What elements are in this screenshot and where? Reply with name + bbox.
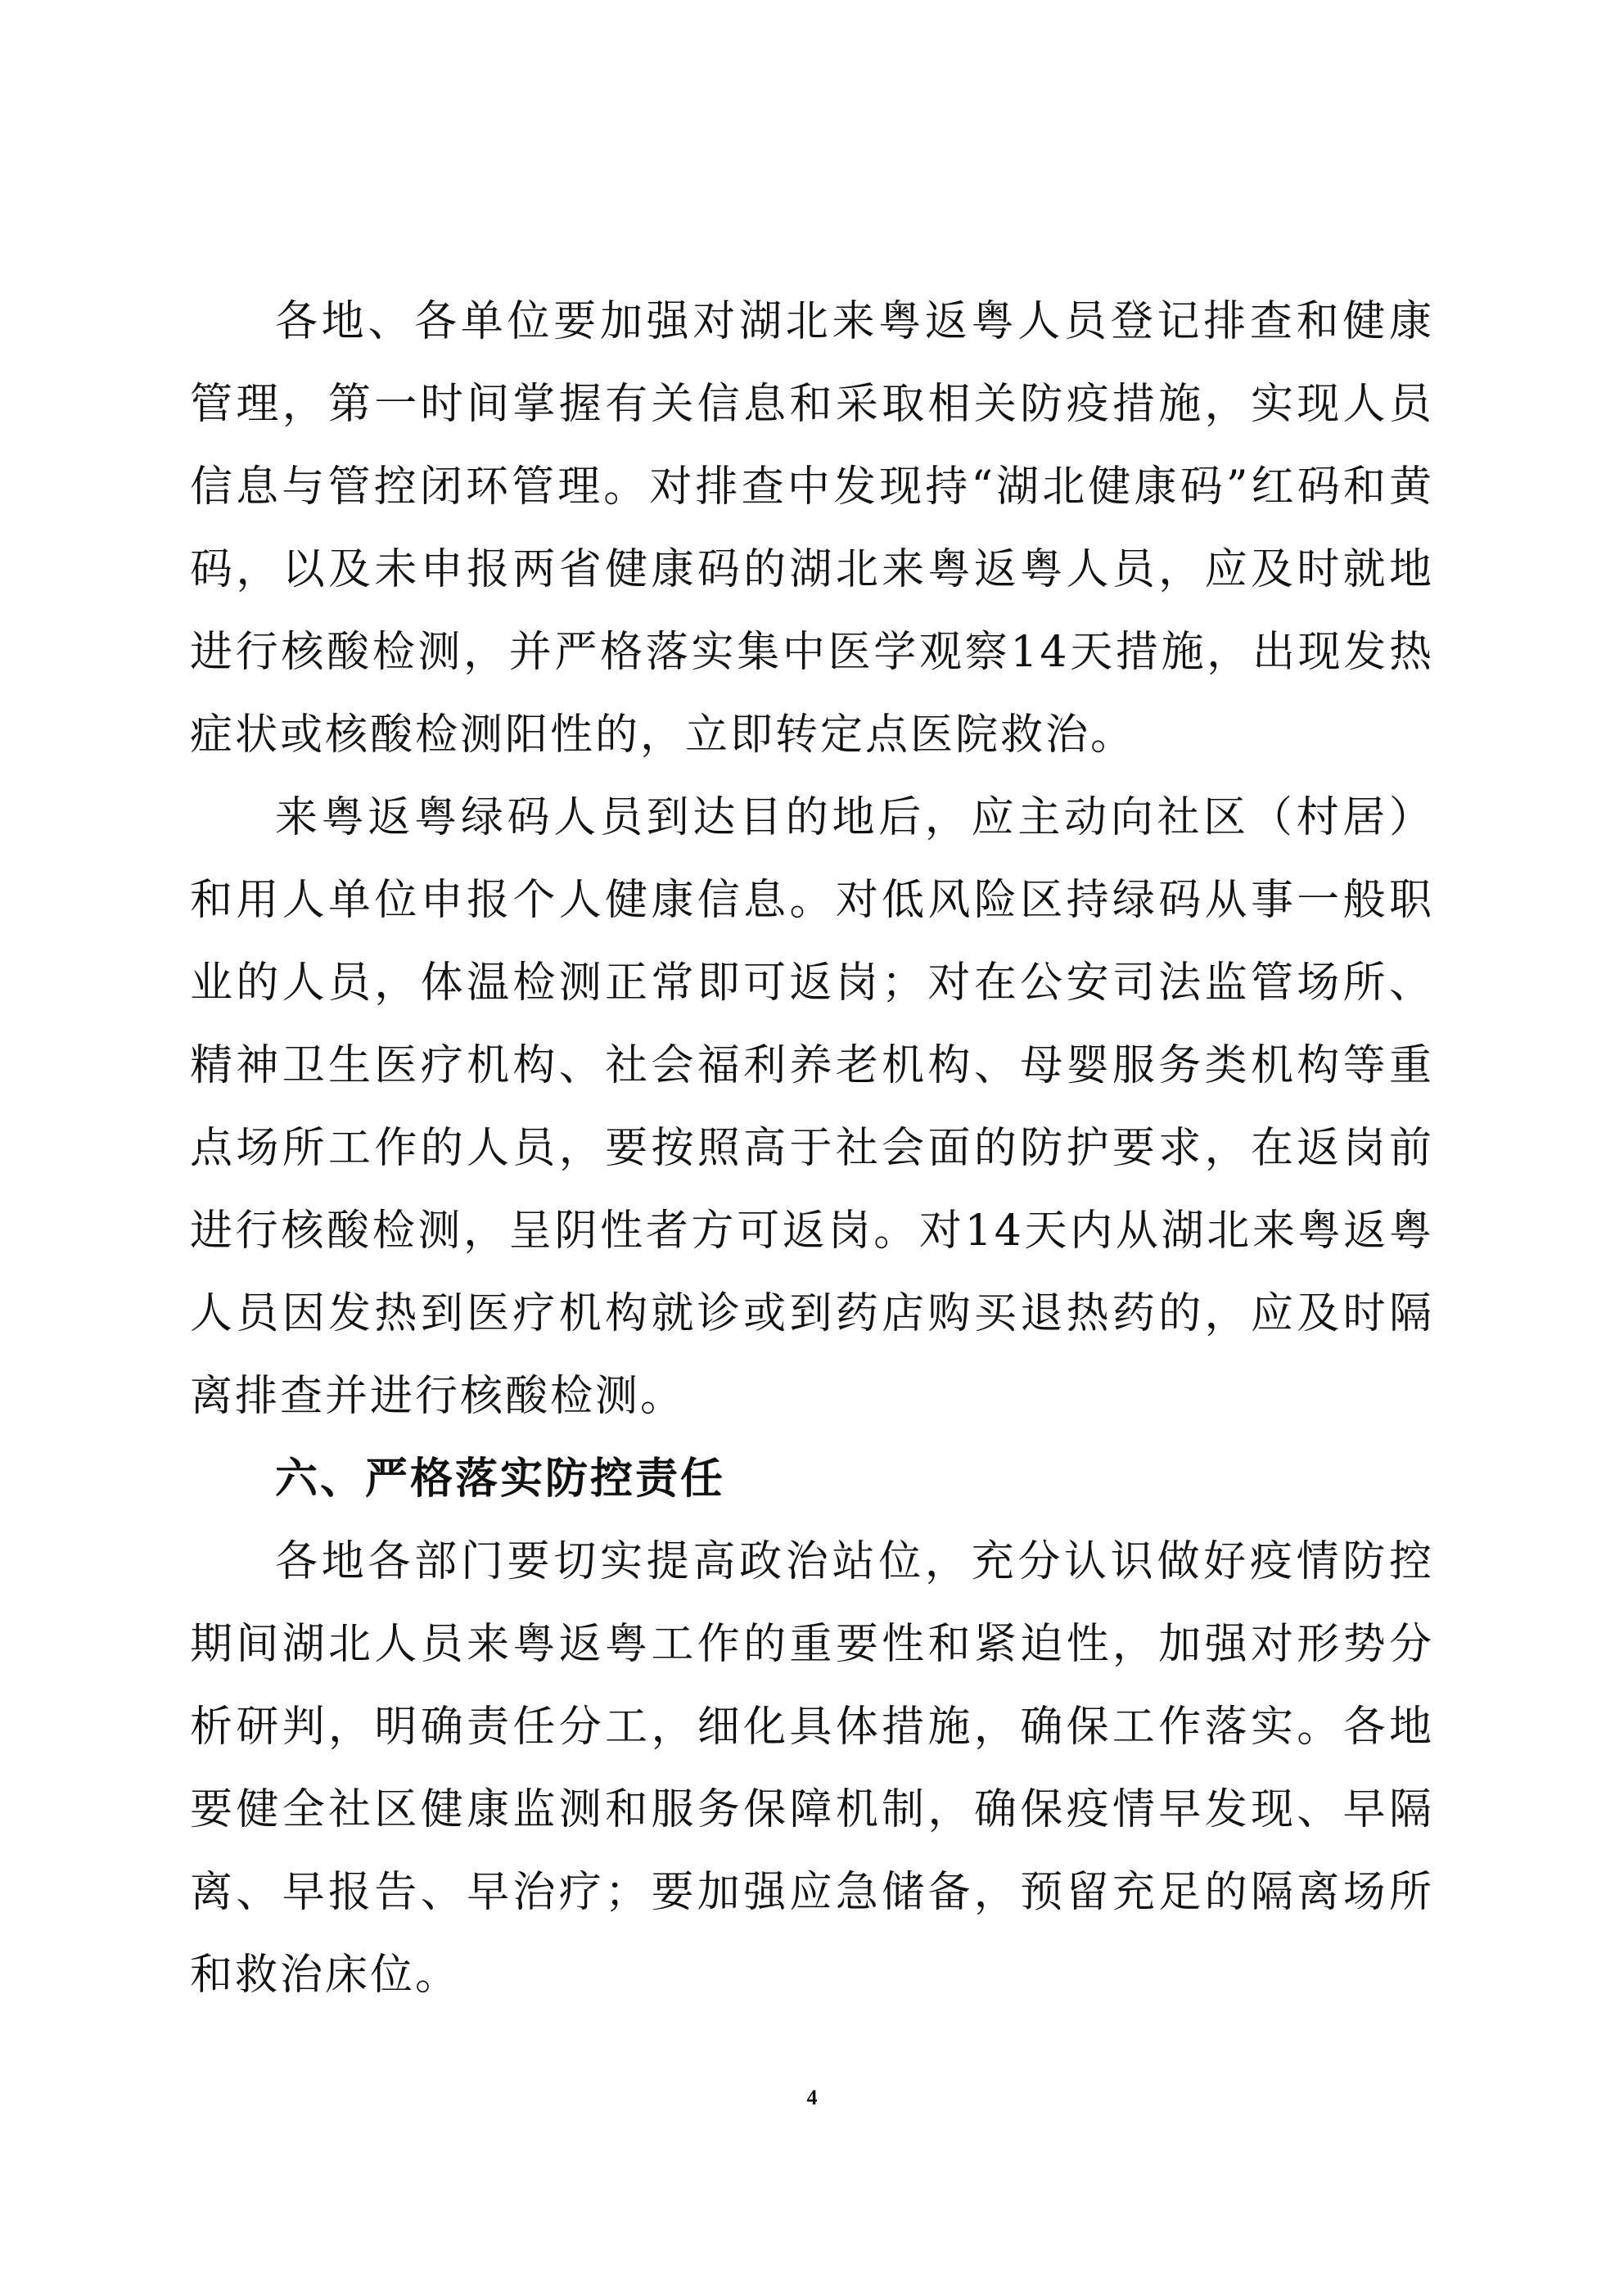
paragraph-green-code-return: 来粤返粤绿码人员到达目的地后，应主动向社区（村居）和用人单位申报个人健康信息。对低风险区持绿码从事一般职业的人员，体温检测正常即可返岗；对在公安司法监管场所、精神卫生医疗机构、社会福利养老机构、母婴服务类机构等重点场所工作的人员，要按照高于社会面的防护要求，在返岗前进行核酸检测，呈阴性者方可返岗。对14天内从湖北来粤返粤人员因发热到医疗机构就诊或到药店购买退热药的，应及时隔离排查并进行核酸检测。: [190, 793, 1434, 1421]
paragraph-registration-screening: 各地、各单位要加强对湖北来粤返粤人员登记排查和健康管理，第一时间掌握有关信息和采取相关防疫措施，实现人员信息与管控闭环管理。对排查中发现持“湖北健康码”红码和黄码，以及未申报两省健康码的湖北来粤返粤人员，应及时就地进行核酸检测，并严格落实集中医学观察14天措施，出现发热症状或核酸检测阳性的，立即转定点医院救治。: [190, 297, 1434, 760]
page-number: 4: [806, 2086, 818, 2109]
paragraph-responsibility: 各地各部门要切实提高政治站位，充分认识做好疫情防控期间湖北人员来粤返粤工作的重要性和紧迫性，加强对形势分析研判，明确责任分工，细化具体措施，确保工作落实。各地要健全社区健康监测和服务保障机制，确保疫情早发现、早隔离、早报告、早治疗；要加强应急储备，预留充足的隔离场所和救治床位。: [190, 1537, 1434, 2000]
section-heading: 六、严格落实防控责任: [275, 1455, 726, 1504]
document-body: [190, 281, 1434, 2017]
